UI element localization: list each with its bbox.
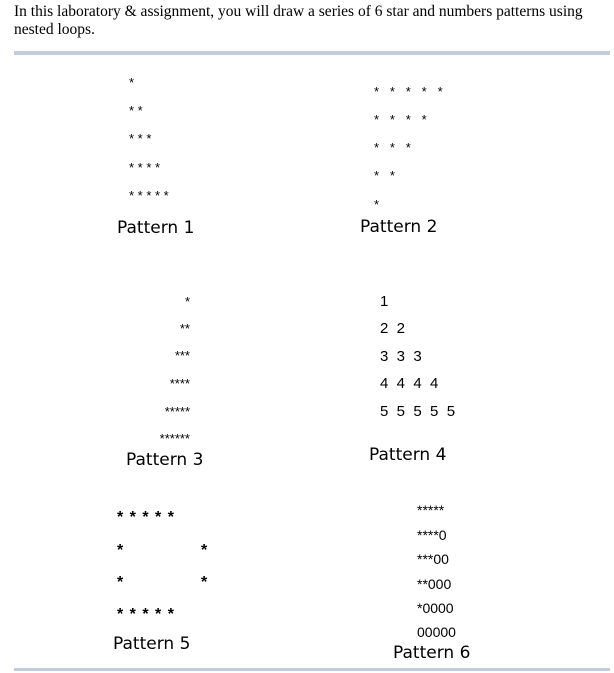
- top-divider: [14, 51, 610, 55]
- pattern-3-line: *: [184, 294, 190, 309]
- pattern-6-caption: Pattern 6: [393, 643, 471, 663]
- intro-paragraph: In this laboratory & assignment, you will draw a series of 6 star and numbers patterns using nested loops.: [14, 3, 583, 38]
- pattern-1-line: * * * *: [129, 160, 161, 175]
- pattern-4-line: 4 4 4 4: [380, 375, 439, 392]
- pattern-2-line: *: [374, 197, 380, 212]
- pattern-1-line: *: [129, 75, 135, 90]
- pattern-5-line: * * * * *: [117, 509, 175, 526]
- pattern-4-line: 5 5 5 5 5: [380, 403, 456, 420]
- pattern-3-line: ****: [169, 376, 190, 391]
- pattern-6-line: ***00: [417, 551, 449, 567]
- pattern-5-line: *: [201, 542, 208, 559]
- pattern-6-line: *0000: [417, 600, 454, 616]
- pattern-3-line: ***: [174, 348, 190, 363]
- pattern-5-caption: Pattern 5: [113, 634, 191, 654]
- pattern-6-line: ****0: [417, 527, 447, 543]
- pattern-3-line: ******: [159, 431, 190, 446]
- pattern-1-line: * *: [129, 103, 143, 118]
- pattern-5-line: * * * * *: [117, 606, 175, 623]
- pattern-3-line: *****: [164, 404, 190, 419]
- pattern-2-line: * * * * *: [374, 84, 443, 99]
- pattern-6-line: 00000: [417, 624, 456, 640]
- pattern-3-caption: Pattern 3: [126, 450, 204, 470]
- pattern-5-line: *: [117, 542, 124, 559]
- bottom-divider: [14, 668, 610, 671]
- pattern-2-line: * *: [374, 168, 395, 183]
- pattern-2-caption: Pattern 2: [360, 217, 438, 237]
- pattern-2-line: * * * *: [374, 112, 427, 127]
- pattern-6-line: **000: [417, 576, 452, 592]
- pattern-1-line: * * * * *: [129, 188, 169, 203]
- pattern-4-caption: Pattern 4: [369, 445, 447, 465]
- pattern-4-line: 1: [380, 293, 389, 310]
- pattern-4-line: 2 2: [380, 320, 406, 337]
- pattern-2-line: * * *: [374, 140, 411, 155]
- pattern-4-line: 3 3 3: [380, 348, 422, 365]
- pattern-5-line: *: [117, 574, 124, 591]
- pattern-3-line: **: [179, 321, 190, 336]
- pattern-5-line: *: [201, 574, 208, 591]
- pattern-1-line: * * *: [129, 131, 152, 146]
- pattern-1-caption: Pattern 1: [117, 218, 195, 238]
- pattern-6-line: *****: [417, 502, 445, 518]
